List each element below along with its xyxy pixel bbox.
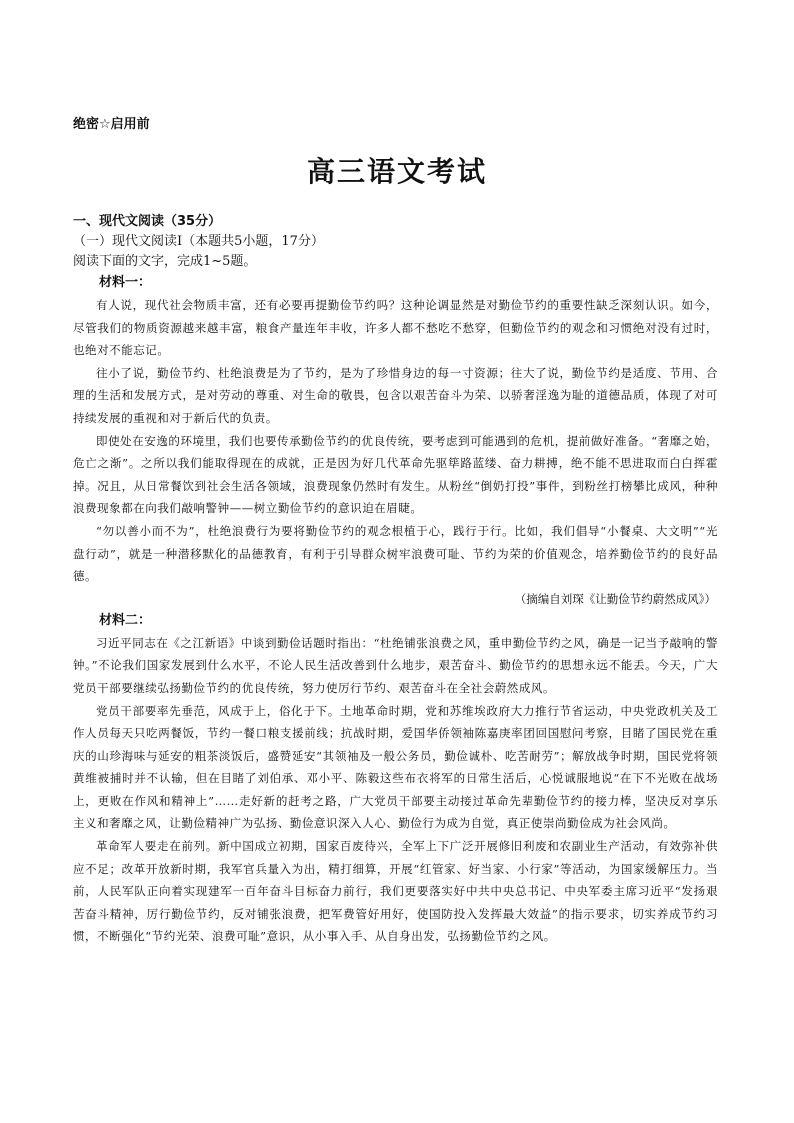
- material-two-paragraph: 习近平同志在《之江新语》中谈到勤俭话题时指出：“杜绝铺张浪费之风，重申勤俭节约之风，确是一记当予敲响的警钟。”不论我们国家发展到什么水平，不论人民生活改善到什么地步，艰苦奋斗、勤俭节约的思想永远不能丢。今天，广大党员干部要继续弘扬勤俭节约的优良传统，努力使厉行节约、艰苦奋斗在全社会蔚然成风。: [73, 635, 718, 695]
- material-one-paragraph: “勿以善小而不为”，杜绝浪费行为要将勤俭节约的观念根植于心，践行于行。比如，我们倡导“小餐桌、大文明”“光盘行动”，就是一种潜移默化的品德教育，有利于引导群众树牢浪费可耻、节约为荣的价值观念，培养勤俭节约的良好品德。: [73, 523, 718, 584]
- material-one-paragraph: 即使处在安逸的环境里，我们也要传承勤俭节约的优良传统，要考虑到可能遇到的危机，提前做好准备。“奢靡之始，危亡之渐”。之所以我们能取得现在的成就，正是因为好几代革命先驱筚路蓝缕、奋力耕搏，绝不能不思进取而白白挥霍掉。况且，从日常餐饮到社会生活各领域，浪费现象仍然时有发生。从粉丝“倒奶打投”事件，到粉丝打榜攀比成风，种种浪费现象都在向我们敲响警钟——树立勤俭节约的意识迫在眉睫。: [73, 433, 718, 516]
- material-two-paragraph: 革命军人要走在前列。新中国成立初期，国家百废待兴，全军上下广泛开展修旧利废和农副业生产活动，有效弥补供应不足；改革开放新时期，我军官兵量入为出，精打细算，开展“红管家、好当家、小行家”等活动，为国家缓解压力。当前，人民军队正向着实现建军一百年奋斗目标奋力前行，我们更要落实好中共中央总书记、中央军委主席习近平“发扬艰苦奋斗精神，厉行勤俭节约，反对铺张浪费，把军费管好用好，使国防投入发挥最大效益”的指示要求，切实养成节约习惯，不断强化“节约光荣、浪费可耻”意识，从小事入手、从自身出发，弘扬勤俭节约之风。: [73, 839, 718, 944]
- material-two-label: 材料二：: [99, 612, 152, 628]
- page-title: 高三语文考试: [306, 155, 487, 188]
- reading-instruction: 阅读下面的文字，完成1~5题。: [73, 254, 257, 269]
- material-one-source: （摘编自刘琛《让勤俭节约蔚然成风》）: [514, 591, 716, 606]
- material-two-paragraph: 党员干部要率先垂范，风成于上，俗化于下。土地革命时期，党和苏维埃政府大力推行节省运动，中央党政机关及工作人员每天只吃两餐饭，节约一餐口粮支援前线；抗战时期，爱国华侨领袖陈嘉庚率团回国慰问考察，目睹了国民党在重庆的山珍海味与延安的粗茶淡饭后，盛赞延安“其领袖及一般公务员，勤俭诚朴、吃苦耐劳”；解放战争时期，国民党将领黄维被捕时并不认输，但在目睹了刘伯承、邓小平、陈毅这些布衣将军的日常生活后，心悦诚服地说“在下不光败在战场上，更败在作风和精神上”……走好新的赶考之路，广大党员干部要主动接过革命先辈勤俭节约的接力棒，坚决反对享乐主义和奢靡之风，让勤俭精神广为弘扬、勤俭意识深入人心、勤俭行为成为自觉，真正使崇尚勤俭成为社会风尚。: [73, 703, 718, 831]
- material-one-paragraph: 往小了说，勤俭节约、杜绝浪费是为了节约，是为了珍惜身边的每一寸资源；往大了说，勤俭节约是适度、节用、合理的生活和发展方式，是对劳动的尊重、对生命的敬畏，包含以艰苦奋斗为荣、以骄奢淫逸为耻的道德品质，体现了对可持续发展的重视和对于新后代的负责。: [73, 365, 718, 425]
- subsection-heading: （一）现代文阅读Ⅰ（本题共5小题，17分）: [73, 234, 324, 249]
- exam-content: [73, 212, 718, 948]
- section-heading: 一、现代文阅读（35分）: [73, 214, 222, 229]
- material-one-paragraph: 有人说，现代社会物质丰富，还有必要再提勤俭节约吗？这种论调显然是对勤俭节约的重要性缺乏深刻认识。如今，尽管我们的物质资源越来越丰富，粮食产量连年丰收，许多人都不愁吃不愁穿，但勤俭节约的观念和习惯绝对没有过时，也绝对不能忘记。: [73, 298, 718, 358]
- confidential-label: 绝密☆启用前: [73, 117, 150, 132]
- material-one-label: 材料一：: [99, 275, 152, 290]
